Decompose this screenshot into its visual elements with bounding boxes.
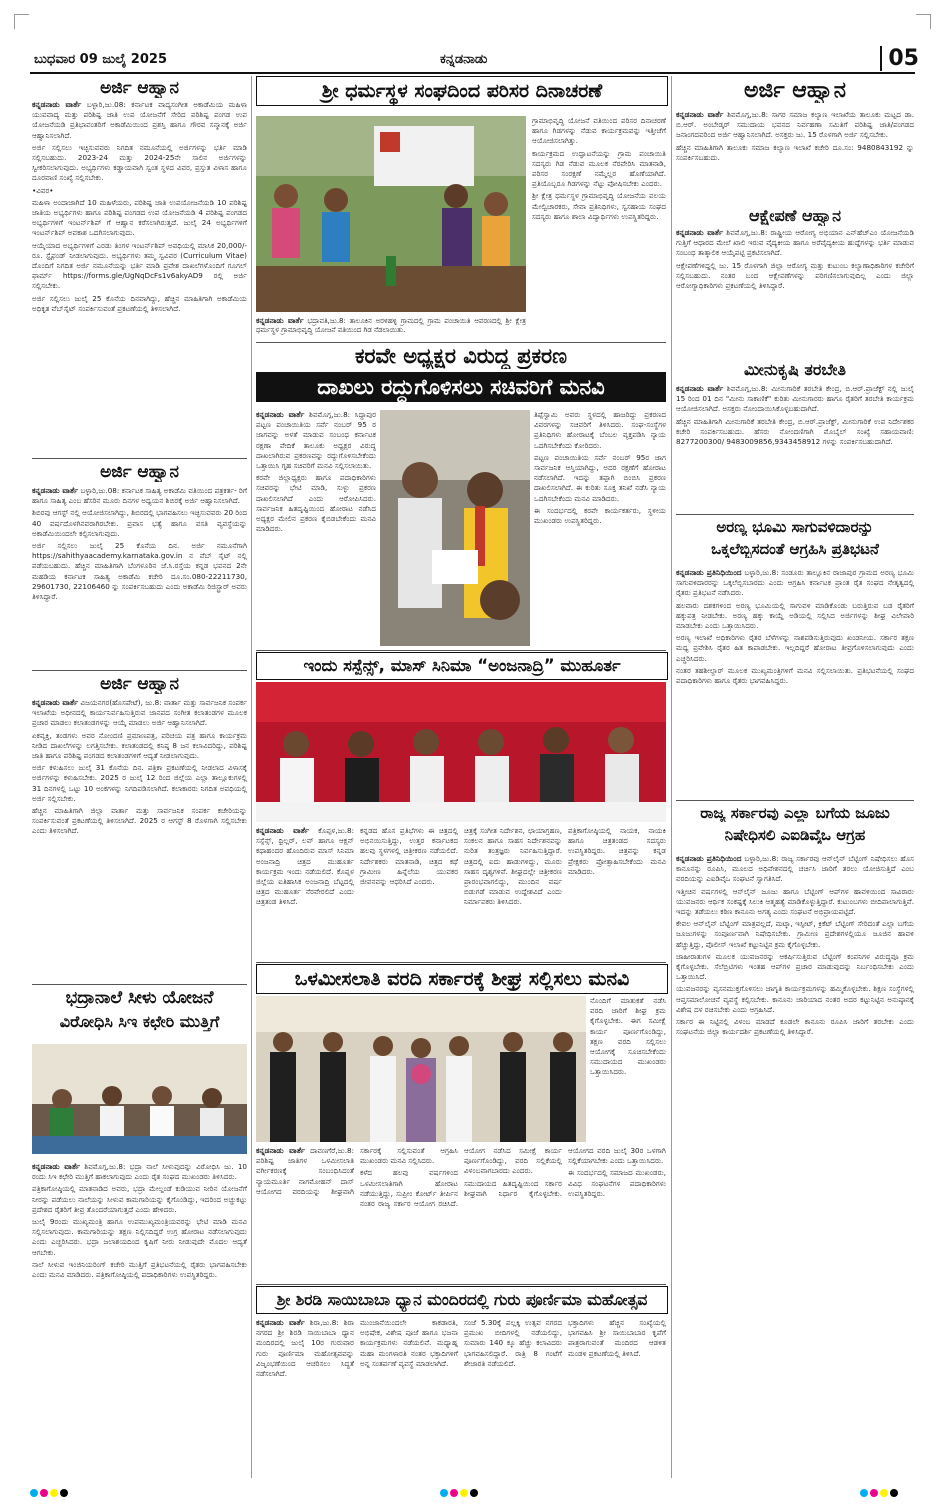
paper-name: ಕನ್ನಡನಾಡು	[440, 52, 488, 67]
issue-date: ಬುಧವಾರ 09 ಜುಲೈ 2025	[34, 52, 167, 67]
article-body: ಕನ್ನಡನಾಡು ವಾರ್ತೆ ಬಳ್ಳಾರಿ,ಜು.08: ಕರ್ನಾಟಕ ಸಾಹಿತ್ಯ ಅಕಾಡೆಮಿ ವತಿಯಿಂದ ಪತ್ರಕರ್ತ- ರಿಗೆ ಹಾಗೂ ಸಾಹಿತ್ಯ ಎಂಬ ಹೆಸರಿನ ಮೂರು ದಿನಗಳ ಅಧ್ಯಯನ ಶಿಬಿರಕ್ಕೆ ಅರ್ಜಿ ಆಹ್ವಾನಿಸಲಾಗಿದೆ. ಶಿಬಿರವು ಆಗಸ್ಟ್ ನಲ್ಲಿ ಆಯೋಜಿಸಲಾಗಿದ್ದು, ಶಿಬಿರದಲ್ಲಿ ಭಾಗವಹಿಸಲು ಇಚ್ಛಿಸುವವರು 20 ರಿಂದ 40 ವರ್ಷದೊಳಗಿನವರಾಗಿರಬೇಕು. ಪ್ರವಾಸ ಭತ್ಯೆ ಹಾಗೂ ವಸತಿ ವ್ಯವಸ್ಥೆಯನ್ನು ಅಕಾಡೆಮಿಯಿಂದಲೇ ಕಲ್ಪಿಸಲಾಗುವುದು. ಅರ್ಜಿ ಸಲ್ಲಿಸಲು ಜುಲೈ 25 ಕೊನೆಯ ದಿನ. ಅರ್ಜಿ ನಮೂನೆಗಾಗಿ https://sahithyaacademy.karnataka.gov.in ನ ವೆಬ್ ಸೈಟ್ ನಲ್ಲಿ ಪಡೆಯಬಹುದು. ಹೆಚ್ಚಿನ ಮಾಹಿತಿಗಾಗಿ ಬೆಂಗಳೂರಿನ ಜೆ.ಸಿ.ರಸ್ತೆಯ ಕನ್ನಡ ಭವನದ 2ನೇ ಮಹಡಿಯ ಕರ್ನಾಟಕ ಸಾಹಿತ್ಯ ಅಕಾಡೆಮಿ ಕಚೇರಿ ದೂ.ಸಂ.080-22211730, 29601730, 22106460 ನ್ನು ಸಂಪರ್ಕಿಸಬಹುದು ಎಂದು ಅಕಾಡೆಮಿ ರಿಜಿಸ್ಟ್ರಾರ್ ಅವರು ತಿಳಿಸಿದ್ದಾರೆ.	[32, 486, 247, 602]
byline: ಕನ್ನಡನಾಡು ಪ್ರತಿನಿಧಿಯಿಂದ	[676, 854, 742, 863]
byline: ಕನ್ನಡನಾಡು ವಾರ್ತೆ	[676, 110, 724, 119]
byline: ಕನ್ನಡನಾಡು ವಾರ್ತೆ	[256, 826, 309, 835]
byline: ಕನ್ನಡನಾಡು ವಾರ್ತೆ	[676, 228, 724, 237]
byline: ಕನ್ನಡನಾಡು ವಾರ್ತೆ	[676, 384, 724, 393]
article-body: ಕನ್ನಡನಾಡು ವಾರ್ತೆ ಶಿವಮೊಗ್ಗ,ಜು.8: ಮೀನುಗಾರಿಕೆ ತರಬೇತಿ ಕೇಂದ್ರ, ಬಿ.ಆರ್.ಪ್ರಾಜೆಕ್ಟ್ ನಲ್ಲಿ ಜುಲೈ 15 ರಿಂದ 01 ದಿನ "ಮೀನು ಸಾಕಾಣಿಕೆ" ಕುರಿತು ಮೀನುಗಾರರು ಹಾಗೂ ರೈತರಿಗೆ ತರಬೇತಿ ಕಾರ್ಯಕ್ರಮ ಆಯೋಜಿಸಲಾಗಿದೆ. ಅಸಕ್ತರು ನೋಂದಾಯಿಸಿಕೊಳ್ಳಬಹುದಾಗಿದೆ. ಹೆಚ್ಚಿನ ಮಾಹಿತಿಗಾಗಿ ಮೀನುಗಾರಿಕೆ ತರಬೇತಿ ಕೇಂದ್ರ, ಬಿ.ಆರ್.ಪ್ರಾಜೆಕ್ಟ್, ಮೀನುಗಾರಿಕೆ ಉಪ ನಿರ್ದೇಶಕರ ಕಚೇರಿ ಸಂಪರ್ಕಿಸಬಹುದು. ಹೆಸರು ನೋಂದಣಿಗಾಗಿ ಮೊಬೈಲ್ ಸಂಖ್ಯೆ ಸಹಾಯವಾಣಿ: 8277200300/ 9483009856,9343458912 ಗಳನ್ನು ಸಂಪರ್ಕಿಸಬಹುದಾಗಿದೆ.	[676, 384, 914, 447]
article-body: ಕನ್ನಡನಾಡು ವಾರ್ತೆ ಶಿವಮೊಗ್ಗ,ಜು.8: ಸಿದ್ದಾಪುರ ಪಟ್ಟಣ ಪಂಚಾಯಿತಿಯ ಸರ್ವೆ ನಂಬರ್ 95 ರ ಜಾಗವನ್ನು ಅಳತೆ ಮಾಡುವ ಸಂಬಂಧ ಕರ್ನಾಟಕ ರಕ್ಷಣಾ ವೇದಿಕೆ ತಾಲೂಕು ಅಧ್ಯಕ್ಷರ ವಿರುದ್ಧ ದಾಖಲಾಗಿರುವ ಪ್ರಕರಣವನ್ನು ರದ್ದುಗೊಳಿಸಬೇಕೆಂದು ಒತ್ತಾಯಿಸಿ ಗೃಹ ಸಚಿವರಿಗೆ ಮನವಿ ಸಲ್ಲಿಸಲಾಯಿತು. ಕರವೇ ಜಿಲ್ಲಾಧ್ಯಕ್ಷರು ಹಾಗೂ ಪದಾಧಿಕಾರಿಗಳು ಸಚಿವರನ್ನು ಭೇಟಿ ಮಾಡಿ, ಸುಳ್ಳು ಪ್ರಕರಣ ದಾಖಲಿಸಲಾಗಿದೆ ಎಂದು ಆರೋಪಿಸಿದರು. ಸಾರ್ವಜನಿಕ ಹಿತದೃಷ್ಟಿಯಿಂದ ಹೋರಾಟ ನಡೆಸಿದ ಅಧ್ಯಕ್ಷರ ಮೇಲಿನ ಪ್ರಕರಣ ಕೈಬಿಡಬೇಕೆಂದು ಮನವಿ ಮಾಡಿದರು.	[256, 410, 376, 534]
article-body: ಕನ್ನಡನಾಡು ವಾರ್ತೆ ಶಿವಮೊಗ್ಗ,ಜು.8: ಭದ್ರಾ ನಾಲೆ ಸೀಳುವುದನ್ನು ವಿರೋಧಿಸಿ ಜು. 10 ರಂದು ಸಿಇ ಕಛೇರಿ ಮುತ್ತಿಗೆ ಹಾಕಲಾಗುವುದು ಎಂದು ರೈತ ಸಂಘದ ಮುಖಂಡರು ತಿಳಿಸಿದರು. ಪತ್ರಿಕಾಗೋಷ್ಠಿಯಲ್ಲಿ ಮಾತನಾಡಿದ ಅವರು, ಭದ್ರಾ ಮೇಲ್ದಂಡೆ ಕುಡಿಯುವ ನೀರಿನ ಯೋಜನೆಗೆ ನೀರನ್ನು ಪಡೆಯಲು ನಾಲೆಯನ್ನು ಸೀಳುವ ಕಾಮಗಾರಿಯನ್ನು ಕೈಗೊಂಡಿದ್ದು, ಇದರಿಂದ ಅಚ್ಚುಕಟ್ಟು ಪ್ರದೇಶದ ರೈತರಿಗೆ ತೀವ್ರ ತೊಂದರೆಯಾಗುತ್ತದೆ ಎಂದು ಹೇಳಿದರು. ಜುಲೈ 9ರಂದು ಮುಖ್ಯಮಂತ್ರಿ ಹಾಗೂ ಉಪಮುಖ್ಯಮಂತ್ರಿಯವರನ್ನು ಭೇಟಿ ಮಾಡಿ ಮನವಿ ಸಲ್ಲಿಸಲಾಗುವುದು. ಕಾಮಗಾರಿಯನ್ನು ತಕ್ಷಣ ನಿಲ್ಲಿಸದಿದ್ದರೆ ಉಗ್ರ ಹೋರಾಟ ನಡೆಸಲಾಗುವುದು ಎಂದು ಎಚ್ಚರಿಸಿದರು. ಭದ್ರಾ ಜಲಾಶಯದಿಂದ ಕೃಷಿಗೆ ನೀರು ನೀಡುವುದೇ ಮೊದಲ ಆದ್ಯತೆ ಆಗಬೇಕು. ನಾಲೆ ಸೀಳುವ ಇಂಜಿನಿಯರಿಂಗ್ ಕಚೇರಿ ಮುತ್ತಿಗೆ ಪ್ರತಿಭಟನೆಯಲ್ಲಿ ರೈತರು ಭಾಗವಹಿಸಬೇಕು ಎಂದು ಮನವಿ ಮಾಡಿದರು. ಪತ್ರಿಕಾಗೋಷ್ಠಿಯಲ್ಲಿ ಪದಾಧಿಕಾರಿಗಳು ಉಪಸ್ಥಿತರಿದ್ದರು.	[32, 1162, 247, 1280]
article-body: ಕನ್ನಡನಾಡು ಪ್ರತಿನಿಧಿಯಿಂದ ಬಳ್ಳಾರಿ,ಜು.8: ರಾಜ್ಯ ಸರ್ಕಾರವು ಆನ್‌ಲೈನ್ ಬೆಟ್ಟಿಂಗ್ ನಿಷೇಧಿಸಲು ಹೊಸ ಕಾನೂನನ್ನು ರೂಪಿಸಿ, ಮೂಲದ ಅಧಿವೇಶನದಲ್ಲಿ ಚರ್ಚಿಸಿ ಜಾರಿಗೆ ತರಲು ಯೋಜಿಸುತ್ತಿದೆ ಎಂಬ ವರದಿಯನ್ನು ಎಐಡಿವೈಒ ಸಂಘಟನೆ ಸ್ವಾಗತಿಸಿದೆ. ಇತ್ತೀಚಿನ ವರ್ಷಗಳಲ್ಲಿ ಆನ್‌ಲೈನ್ ಜೂಜು ಹಾಗೂ ಬೆಟ್ಟಿಂಗ್ ಆಪ್‌ಗಳ ಹಾವಳಿಯಿಂದ ಸಾವಿರಾರು ಯುವಜನರು ಆರ್ಥಿಕ ಸಂಕಷ್ಟಕ್ಕೆ ಸಿಲುಕಿ ಆತ್ಮಹತ್ಯೆ ಮಾಡಿಕೊಳ್ಳುತ್ತಿದ್ದಾರೆ. ಕುಟುಂಬಗಳು ಬೀದಿಪಾಲಾಗುತ್ತಿವೆ. ಇದನ್ನು ತಡೆಯಲು ಕಠಿಣ ಕಾನೂನು ಅಗತ್ಯ ಎಂದು ಸಂಘಟನೆ ಅಭಿಪ್ರಾಯಪಟ್ಟಿದೆ. ಕೇವಲ ಆನ್‌ಲೈನ್ ಬೆಟ್ಟಿಂಗ್ ಮಾತ್ರವಲ್ಲದೆ, ಮಟ್ಕಾ, ಇಸ್ಪೀಟ್, ಕ್ರಿಕೆಟ್ ಬೆಟ್ಟಿಂಗ್ ಸೇರಿದಂತೆ ಎಲ್ಲಾ ಬಗೆಯ ಜೂಜುಗಳನ್ನು ಸಂಪೂರ್ಣವಾಗಿ ನಿಷೇಧಿಸಬೇಕು. ಗ್ರಾಮೀಣ ಪ್ರದೇಶಗಳಲ್ಲಿಯೂ ಜೂಜಿನ ಹಾವಳಿ ಹೆಚ್ಚುತ್ತಿದ್ದು, ಪೊಲೀಸ್ ಇಲಾಖೆ ಕಟ್ಟುನಿಟ್ಟಿನ ಕ್ರಮ ಕೈಗೊಳ್ಳಬೇಕು. ಜಾಹೀರಾತುಗಳ ಮೂಲಕ ಯುವಜನರನ್ನು ಆಕರ್ಷಿಸುತ್ತಿರುವ ಬೆಟ್ಟಿಂಗ್ ಕಂಪನಿಗಳ ವಿರುದ್ಧವೂ ಕ್ರಮ ಕೈಗೊಳ್ಳಬೇಕು. ಸೆಲೆಬ್ರಿಟಿಗಳು ಇಂತಹ ಆಪ್‌ಗಳ ಪ್ರಚಾರ ಮಾಡುವುದನ್ನು ನಿರ್ಬಂಧಿಸಬೇಕು ಎಂದು ಒತ್ತಾಯಿಸಿದೆ. ಯುವಜನರನ್ನು ವ್ಯಸನಮುಕ್ತಗೊಳಿಸಲು ಜಾಗೃತಿ ಕಾರ್ಯಕ್ರಮಗಳನ್ನು ಹಮ್ಮಿಕೊಳ್ಳಬೇಕು. ಶಿಕ್ಷಣ ಸಂಸ್ಥೆಗಳಲ್ಲಿ ಆಪ್ತಸಮಾಲೋಚನೆ ವ್ಯವಸ್ಥೆ ಕಲ್ಪಿಸಬೇಕು. ಕಾನೂನು ಜಾರಿಯಾದ ನಂತರ ಅದರ ಕಟ್ಟುನಿಟ್ಟಿನ ಅನುಷ್ಠಾನಕ್ಕೆ ವಿಶೇಷ ದಳ ರಚಿಸಬೇಕು ಎಂದು ಆಗ್ರಹಿಸಿದೆ. ಸರ್ಕಾರ ಈ ನಿಟ್ಟಿನಲ್ಲಿ ವಿಳಂಬ ಮಾಡದೆ ಕೂಡಲೇ ಕಾನೂನು ರೂಪಿಸಿ ಜಾರಿಗೆ ತರಬೇಕು ಎಂದು ಸಂಘಟನೆಯ ಜಿಲ್ಲಾ ಕಾರ್ಯದರ್ಶಿ ಪ್ರಕಟಣೆಯಲ್ಲಿ ತಿಳಿಸಿದ್ದಾರೆ.	[676, 854, 914, 1037]
headline: ಮೀನುಕೃಷಿ ತರಬೇತಿ	[743, 360, 847, 379]
section-rule	[32, 984, 247, 985]
article-body: ಕನ್ನಡನಾಡು ಪ್ರತಿನಿಧಿಯಿಂದ ಬಳ್ಳಾರಿ,ಜು.8: ಸಂಡೂರು ತಾಲ್ಲೂಕಿನ ರಾಜಾಪುರ ಗ್ರಾಮದ ಅರಣ್ಯ ಭೂಮಿ ಸಾಗುವಳಿದಾರರನ್ನು ಒಕ್ಕಲೆಬ್ಬಿಸಬಾರದು ಎಂದು ಆಗ್ರಹಿಸಿ ಕರ್ನಾಟಕ ಪ್ರಾಂತ ರೈತ ಸಂಘದ ನೇತೃತ್ವದಲ್ಲಿ ರೈತರು ಪ್ರತಿಭಟನೆ ನಡೆಸಿದರು. ಹಲವಾರು ದಶಕಗಳಿಂದ ಅರಣ್ಯ ಭೂಮಿಯಲ್ಲಿ ಸಾಗುವಳಿ ಮಾಡಿಕೊಂಡು ಬರುತ್ತಿರುವ ಬಡ ರೈತರಿಗೆ ಹಕ್ಕುಪತ್ರ ನೀಡಬೇಕು. ಅರಣ್ಯ ಹಕ್ಕು ಕಾಯ್ದೆ ಅಡಿಯಲ್ಲಿ ಸಲ್ಲಿಸಿದ ಅರ್ಜಿಗಳನ್ನು ಶೀಘ್ರ ವಿಲೇವಾರಿ ಮಾಡಬೇಕು ಎಂದು ಒತ್ತಾಯಿಸಿದರು. ಅರಣ್ಯ ಇಲಾಖೆ ಅಧಿಕಾರಿಗಳು ರೈತರ ಬೆಳೆಗಳನ್ನು ನಾಶಪಡಿಸುತ್ತಿರುವುದು ಖಂಡನೀಯ. ಸರ್ಕಾರ ತಕ್ಷಣ ಮಧ್ಯ ಪ್ರವೇಶಿಸಿ ರೈತರ ಹಿತ ಕಾಪಾಡಬೇಕು. ಇಲ್ಲದಿದ್ದರೆ ಹೋರಾಟ ತೀವ್ರಗೊಳಿಸಲಾಗುವುದು ಎಂದು ಎಚ್ಚರಿಸಿದರು. ನಂತರ ತಹಶೀಲ್ದಾರ್ ಮೂಲಕ ಮುಖ್ಯಮಂತ್ರಿಗಳಿಗೆ ಮನವಿ ಸಲ್ಲಿಸಲಾಯಿತು. ಪ್ರತಿಭಟನೆಯಲ್ಲಿ ಸಂಘದ ಪದಾಧಿಕಾರಿಗಳು ಹಾಗೂ ರೈತರು ಭಾಗವಹಿಸಿದ್ದರು.	[676, 568, 914, 686]
headline: ವಿರೋಧಿಸಿ ಸಿಇ ಕಛೇರಿ ಮುತ್ತಿಗೆ	[59, 1012, 220, 1031]
article-body: ಕನ್ನಡನಾಡು ವಾರ್ತೆ ವಿಜಯನಗರ(ಹೊಸಪೇಟೆ), ಜು.8: ವಾರ್ತಾ ಮತ್ತು ಸಾರ್ವಜನಿಕ ಸಂಪರ್ಕ ಇಲಾಖೆಯ ಅಧೀನದಲ್ಲಿ ಕಾರ್ಯನಿರ್ವಹಿಸುತ್ತಿರುವ ಜಾನಪದ ಸಂಗೀತ ಕಲಾತಂಡಗಳ ಮೂಲಕ ಪ್ರಚಾರ ಮಾಡಲು ಕಲಾತಂಡಗಳನ್ನು ಆಯ್ಕೆ ಮಾಡಲು ಅರ್ಜಿ ಆಹ್ವಾನಿಸಲಾಗಿದೆ. ಏಕವ್ಯಕ್ತಿ, ತಂಡಗಳು ಅವರ ನೋಂದಣಿ ಪ್ರಮಾಣಪತ್ರ, ಪರಿಚಯ ಪತ್ರ ಹಾಗೂ ಕಾರ್ಯಕ್ರಮ ನೀಡಿದ ದಾಖಲೆಗಳನ್ನು ಲಗತ್ತಿಸಬೇಕು. ಕಲಾತಂಡದಲ್ಲಿ ಕನಿಷ್ಠ 8 ಜನ ಕಲಾವಿದರಿದ್ದು, ಪರಿಶಿಷ್ಟ ಜಾತಿ ಹಾಗೂ ಪರಿಶಿಷ್ಟ ಪಂಗಡದ ಕಲಾತಂಡಗಳಿಗೆ ಆದ್ಯತೆ ನೀಡಲಾಗುವುದು. ಅರ್ಜಿ ಕಳುಹಿಸಲು ಜುಲೈ 31 ಕೊನೆಯ ದಿನ. ಪತ್ರಿಕಾ ಪ್ರಕಟಣೆಯಲ್ಲಿ ನೀಡಲಾದ ವಿಳಾಸಕ್ಕೆ ಅರ್ಜಿಗಳನ್ನು ಕಳುಹಿಸಬೇಕು. 2025 ರ ಜುಲೈ 12 ರಿಂದ ಜಿಲ್ಲೆಯ ಎಲ್ಲಾ ತಾಲ್ಲೂಕುಗಳಲ್ಲಿ 31 ದಿನಗಳಲ್ಲಿ ಒಟ್ಟು 10 ಅಂಕಗಳನ್ನು ನಿಗದಿಪಡಿಸಲಾಗಿದೆ. ಕಲಾಕಾರರು ನಿಗದಿತ ಅವಧಿಯಲ್ಲಿ ಅರ್ಜಿ ಸಲ್ಲಿಸಬೇಕು. ಹೆಚ್ಚಿನ ಮಾಹಿತಿಗಾಗಿ ಜಿಲ್ಲಾ ವಾರ್ತಾ ಮತ್ತು ಸಾರ್ವಜನಿಕ ಸಂಪರ್ಕ ಕಚೇರಿಯನ್ನು ಸಂಪರ್ಕಿಸುವಂತೆ ಪ್ರಕಟಣೆಯಲ್ಲಿ ತಿಳಿಸಲಾಗಿದೆ. 2025 ರ ಆಗಸ್ಟ್ 8 ರೊಳಗಾಗಿ ಸಲ್ಲಿಸಬೇಕು ಎಂದು ತಿಳಿಸಲಾಗಿದೆ.	[32, 698, 247, 836]
photo-caption: ಕನ್ನಡನಾಡು ವಾರ್ತೆ ಭದ್ರಾವತಿ,ಜು.8: ತಾಲೂಕಿನ ಅರಳಿಹಳ್ಳಿ ಗ್ರಾಮದಲ್ಲಿ ಗ್ರಾಮ ಪಂಚಾಯಿತಿ ಆವರಣದಲ್ಲಿ ಶ್ರೀ ಕ್ಷೇತ್ರ ಧರ್ಮಸ್ಥಳ ಗ್ರಾಮಾಭಿವೃದ್ಧಿ ಯೋಜನೆ ವತಿಯಿಂದ ಗಿಡ ನೆಡಲಾಯಿತು.	[256, 316, 526, 334]
registration-dots	[440, 1482, 520, 1492]
column-divider	[251, 76, 252, 1478]
headline: ಅರ್ಜಿ ಆಹ್ವಾನ	[100, 78, 179, 98]
byline: ಕನ್ನಡನಾಡು ವಾರ್ತೆ	[32, 100, 82, 109]
article-body: ಕನ್ನಡನಾಡು ವಾರ್ತೆ ಬಳ್ಳಾರಿ,ಜು.08: ಕರ್ನಾಟಕ ವಾದ್ಯಸಂಗೀತ ಅಕಾಡೆಮಿಯ ಮಹಿಳಾ ಯುವವಾದ್ಯ ಮತ್ತು ಪರಿಶಿಷ್ಟ ಜಾತಿ ಉಪ ಯೋಜನೆಗೆ ಸೇರಿದ ಪರಿಶಿಷ್ಟ ಪಂಗಡ ಉಪ ಯೋಜನೆಯಡಿ ಪ್ರತಿಭಾವಂತರಿಗೆ ಅಕಾಡೆಮಿಯಿಂದ ಪ್ರಶಸ್ತಿ ಹಾಗೂ ಗೌರವ ಸನ್ಮಾನಕ್ಕೆ ಅರ್ಜಿ ಆಹ್ವಾನಿಸಲಾಗಿದೆ. ಅರ್ಜಿ ಸಲ್ಲಿಸಲು ಇಚ್ಛಿಸುವವರು ನಿಗದಿತ ನಮೂನೆಯಲ್ಲಿ ಅರ್ಜಿಗಳನ್ನು ಭರ್ತಿ ಮಾಡಿ ಸಲ್ಲಿಸಬಹುದು. 2023-24 ಮತ್ತು 2024-25ನೇ ಸಾಲಿನ ಅರ್ಜಿಗಳನ್ನು ಸ್ವೀಕರಿಸಲಾಗುವುದು. ಅಭ್ಯರ್ಥಿಗಳು ಕಡ್ಡಾಯವಾಗಿ ಸ್ವಂತ ಸ್ಥಳದ ವಿವರ, ಪ್ರಸ್ತುತ ವಿಳಾಸ ಹಾಗೂ ದೂರವಾಣಿ ಸಂಖ್ಯೆ ಸಲ್ಲಿಸಬೇಕು. •ವಿವರ• ಮಹಿಳಾ ಅಂದಾಜಾಗಿದೆ 10 ಮಹಿಳೆಯರು, ಪರಿಶಿಷ್ಟ ಜಾತಿ ಉಪಯೋಜನೆಯಡಿ 10 ಪರಿಶಿಷ್ಟ ಜಾತಿಯ ಅಭ್ಯರ್ಥಿಗಳು ಹಾಗೂ ಪರಿಶಿಷ್ಟ ಪಂಗಡದ ಉಪ ಯೋಜನೆಯಡಿ 4 ಪರಿಶಿಷ್ಟ ಪಂಗಡದ ಅಭ್ಯರ್ಥಿಗಳಿಗೆ ಇಂಟರ್ನ್‌ಶಿಪ್ ಗೆ ಆಹ್ವಾನ ಕರೆಸಲಾಗಿರುತ್ತದೆ. ಜುಲೈ 24 ಅಭ್ಯರ್ಥಿಗಳಿಗೆ ಇಂಟರ್ನ್‌ಶಿಪ್ ಅವಕಾಶ ಒದಗಿಸಲಾಗುವುದು. ಆಯ್ಕೆಯಾದ ಅಭ್ಯರ್ಥಿಗಳಿಗೆ ಎರಡು ತಿಂಗಳ ಇಂಟರ್ನ್‌ಶಿಪ್ ಅವಧಿಯಲ್ಲಿ ಮಾಸಿಕ 20,000/- ರೂ. ಸ್ಟೈಫಂಡ್ ನೀಡಲಾಗುವುದು. ಅಭ್ಯರ್ಥಿಗಳು ತಮ್ಮ ಸ್ವವಿವರ (Curriculum Vitae) ದೊಂದಿಗೆ ನಿಗದಿತ ಅರ್ಜಿ ನಮೂನೆಯನ್ನು ಭರ್ತಿ ಮಾಡಿ ಪ್ರವೇಶ ದಾಖಲೆಗಳೊಂದಿಗೆ ಗೂಗಲ್ ಫಾರ್ಮ್ https://forms.gle/UgNqDcFs1v6akyAD9 ರಲ್ಲಿ ಅರ್ಜಿ ಸಲ್ಲಿಸಬೇಕು. ಅರ್ಜಿ ಸಲ್ಲಿಸಲು ಜುಲೈ 25 ಕೊನೆಯ ದಿನವಾಗಿದ್ದು, ಹೆಚ್ಚಿನ ಮಾಹಿತಿಗಾಗಿ ಅಕಾಡೆಮಿಯ ಅಧಿಕೃತ ವೆಬ್‌ಸೈಟ್ ಸಂಪರ್ಕಿಸುವಂತೆ ಪ್ರಕಟಣೆಯಲ್ಲಿ ತಿಳಿಸಲಾಗಿದೆ.	[32, 100, 247, 313]
article-body: ಗ್ರಾಮಾಭಿವೃದ್ಧಿ ಯೋಜನೆ ವತಿಯಿಂದ ಪರಿಸರ ದಿನಾಚರಣೆ ಹಾಗೂ ಗಿಡಗಳನ್ನು ನೆಡುವ ಕಾರ್ಯಕ್ರಮವನ್ನು ಇತ್ತೀಚೆಗೆ ಆಯೋಜಿಸಲಾಗಿತ್ತು. ಕಾರ್ಯಕ್ರಮದ ಉದ್ಘಾಟನೆಯನ್ನು ಗ್ರಾಮ ಪಂಚಾಯಿತಿ ಸದಸ್ಯರು ಗಿಡ ನೆಡುವ ಮೂಲಕ ನೆರವೇರಿಸಿ ಮಾತನಾಡಿ, ಪರಿಸರ ಸಂರಕ್ಷಣೆ ನಮ್ಮೆಲ್ಲರ ಹೊಣೆಯಾಗಿದೆ. ಪ್ರತಿಯೊಬ್ಬರೂ ಗಿಡಗಳನ್ನು ನೆಟ್ಟು ಪೋಷಿಸಬೇಕು ಎಂದರು. ಶ್ರೀ ಕ್ಷೇತ್ರ ಧರ್ಮಸ್ಥಳ ಗ್ರಾಮಾಭಿವೃದ್ಧಿ ಯೋಜನೆಯ ವಲಯ ಮೇಲ್ವಿಚಾರಕರು, ಸೇವಾ ಪ್ರತಿನಿಧಿಗಳು, ಸ್ವಸಹಾಯ ಸಂಘದ ಸದಸ್ಯರು ಹಾಗೂ ಶಾಲಾ ವಿದ್ಯಾರ್ಥಿಗಳು ಉಪಸ್ಥಿತರಿದ್ದರು.	[532, 116, 666, 221]
delegation-photo	[256, 996, 586, 1142]
press-meet-photo	[32, 1044, 247, 1154]
headline: ಭದ್ರಾನಾಲೆ ಸೀಳು ಯೋಜನೆ	[65, 988, 214, 1008]
headline: ನಿಷೇಧಿಸಲಿ ಎಐಡಿವೈಒ ಆಗ್ರಹ	[724, 826, 866, 844]
headline: ರಾಜ್ಯ ಸರ್ಕಾರವು ಎಲ್ಲಾ ಬಗೆಯ ಜೂಜು	[700, 804, 890, 822]
article-body: ಕನ್ನಡನಾಡು ವಾರ್ತೆ ಶಿರಾ,ಜು.8: ಶಿರಾ ನಗರದ ಶ್ರೀ ಶಿರಡಿ ಸಾಯಿಬಾಬಾ ಧ್ಯಾನ ಮಂದಿರದಲ್ಲಿ ಜುಲೈ 10ರ ಗುರುವಾರ ಗುರು ಪೂರ್ಣಿಮಾ ಮಹೋತ್ಸವವನ್ನು ವಿಜೃಂಭಣೆಯಿಂದ ಆಚರಿಸಲು ಸಿದ್ಧತೆ ನಡೆಸಲಾಗಿದೆ. ಮುಂಜಾನೆಯಿಂದಲೇ ಕಾಕಡಾರತಿ, ಅಭಿಷೇಕ, ವಿಶೇಷ ಪೂಜೆ ಹಾಗೂ ಭಜನಾ ಕಾರ್ಯಕ್ರಮಗಳು ನಡೆಯಲಿವೆ. ಮಧ್ಯಾಹ್ನ ಮಹಾ ಮಂಗಳಾರತಿ ನಂತರ ಭಕ್ತಾದಿಗಳಿಗೆ ಅನ್ನ ಸಂತರ್ಪಣೆ ವ್ಯವಸ್ಥೆ ಮಾಡಲಾಗಿದೆ. ಸಂಜೆ 5.30ಕ್ಕೆ ಪಲ್ಲಕ್ಕಿ ಉತ್ಸವ ನಗರದ ಪ್ರಮುಖ ಬೀದಿಗಳಲ್ಲಿ ನಡೆಯಲಿದ್ದು, ಸುಮಾರು 140 ಕ್ಕೂ ಹೆಚ್ಚು ಕಲಾವಿದರು ಭಾಗವಹಿಸಲಿದ್ದಾರೆ. ರಾತ್ರಿ 8 ಗಂಟೆಗೆ ಶೇಜಾರತಿ ನಡೆಯಲಿದೆ. ಭಕ್ತಾದಿಗಳು ಹೆಚ್ಚಿನ ಸಂಖ್ಯೆಯಲ್ಲಿ ಭಾಗವಹಿಸಿ ಶ್ರೀ ಸಾಯಿಬಾಬಾರ ಕೃಪೆಗೆ ಪಾತ್ರರಾಗುವಂತೆ ಮಂದಿರದ ಆಡಳಿತ ಮಂಡಳಿ ಪ್ರಕಟಣೆಯಲ್ಲಿ ತಿಳಿಸಿದೆ.	[256, 1318, 666, 1379]
headline: ದಾಖಲು ರದ್ದುಗೊಳಿಸಲು ಸಚಿವರಿಗೆ ಮನವಿ	[256, 372, 666, 402]
article-body: ಕನ್ನಡನಾಡು ವಾರ್ತೆ ಶಿವಮೊಗ್ಗ,ಜು.8: ರಾಷ್ಟ್ರೀಯ ಆರೋಗ್ಯ ಅಭಿಯಾನ ಎನ್‌ಹೆಚ್‌ಎಂ ಯೋಜನೆಯಡಿ ಗುತ್ತಿಗೆ ಆಧಾರದ ಮೇಲೆ ಖಾಲಿ ಇರುವ ವೈದ್ಯಕೀಯ ಹಾಗೂ ಅರೆವೈದ್ಯಕೀಯ ಹುದ್ದೆಗಳನ್ನು ಭರ್ತಿ ಮಾಡುವ ಸಂಬಂಧ ತಾತ್ಕಾಲಿಕ ಆಯ್ಕೆಪಟ್ಟಿ ಪ್ರಕಟಿಸಲಾಗಿದೆ. ಆಕ್ಷೇಪಣೆಗಳಿದ್ದಲ್ಲಿ ಜು. 15 ರೊಳಗಾಗಿ ಜಿಲ್ಲಾ ಆರೋಗ್ಯ ಮತ್ತು ಕುಟುಂಬ ಕಲ್ಯಾಣಾಧಿಕಾರಿಗಳ ಕಚೇರಿಗೆ ಸಲ್ಲಿಸಬಹುದು. ನಂತರ ಬಂದ ಆಕ್ಷೇಪಣೆಗಳನ್ನು ಪರಿಗಣಿಸಲಾಗುವುದಿಲ್ಲ ಎಂದು ಜಿಲ್ಲಾ ಆರೋಗ್ಯಾಧಿಕಾರಿಗಳು ಪ್ರಕಟಣೆಯಲ್ಲಿ ತಿಳಿಸಿದ್ದಾರೆ.	[676, 228, 914, 291]
byline: ಕನ್ನಡನಾಡು ವಾರ್ತೆ	[256, 1146, 305, 1155]
headline: ಶ್ರೀ ಶಿರಡಿ ಸಾಯಿಬಾಬಾ ಧ್ಯಾನ ಮಂದಿರದಲ್ಲಿ ಗುರು ಪೂರ್ಣಿಮಾ ಮಹೋತ್ಸವ	[256, 1286, 668, 1314]
masthead	[30, 46, 919, 74]
memorandum-photo	[380, 410, 530, 646]
page-number: 05	[880, 46, 919, 71]
byline: ಕನ್ನಡನಾಡು ವಾರ್ತೆ	[256, 1318, 305, 1327]
section-rule	[256, 1284, 666, 1285]
article-body: ಕನ್ನಡನಾಡು ವಾರ್ತೆ ಕೊಪ್ಪಳ,ಜು.8: ಸಸ್ಪೆನ್ಸ್, ಥ್ರಿಲ್ಲರ್, ಲವ್ ಹಾಗೂ ಆಕ್ಷನ್ ಕಥಾಹಂದರ ಹೊಂದಿರುವ ಮಾಸ್ ಸಿನಿಮಾ ಅಂಜನಾದ್ರಿ ಚಿತ್ರದ ಮುಹೂರ್ತ ಕಾರ್ಯಕ್ರಮ ಇಂದು ನಡೆಯಲಿದೆ. ಕೊಪ್ಪಳ ಜಿಲ್ಲೆಯ ಐತಿಹಾಸಿಕ ಅಂಜನಾದ್ರಿ ಬೆಟ್ಟದಲ್ಲಿ ಚಿತ್ರದ ಮುಹೂರ್ತ ನೆರವೇರಲಿದೆ ಎಂದು ಚಿತ್ರತಂಡ ತಿಳಿಸಿದೆ. ಕನ್ನಡದ ಹೊಸ ಪ್ರತಿಭೆಗಳು ಈ ಚಿತ್ರದಲ್ಲಿ ಅಭಿನಯಿಸುತ್ತಿದ್ದು, ಉತ್ತರ ಕರ್ನಾಟಕದ ಹಲವು ಸ್ಥಳಗಳಲ್ಲಿ ಚಿತ್ರೀಕರಣ ನಡೆಯಲಿದೆ. ನಿರ್ದೇಶಕರು ಮಾತನಾಡಿ, ಚಿತ್ರದ ಕಥೆ ಗ್ರಾಮೀಣ ಹಿನ್ನೆಲೆಯ ಯುವಕರ ಜೀವನವನ್ನು ಆಧರಿಸಿದೆ ಎಂದರು. ಚಿತ್ರಕ್ಕೆ ಸಂಗೀತ ನಿರ್ದೇಶನ, ಛಾಯಾಗ್ರಹಣ, ಸಂಕಲನ ಹಾಗೂ ಸಾಹಸ ನಿರ್ದೇಶನವನ್ನು ನುರಿತ ತಂತ್ರಜ್ಞರು ನಿರ್ವಹಿಸುತ್ತಿದ್ದಾರೆ. ಚಿತ್ರದಲ್ಲಿ ಐದು ಹಾಡುಗಳಿದ್ದು, ಮೂರು ಸಾಹಸ ದೃಶ್ಯಗಳಿವೆ. ಶೀಘ್ರದಲ್ಲೇ ಚಿತ್ರೀಕರಣ ಪ್ರಾರಂಭವಾಗಲಿದ್ದು, ಮುಂದಿನ ವರ್ಷ ಬಿಡುಗಡೆ ಮಾಡುವ ಉದ್ದೇಶವಿದೆ ಎಂದು ನಿರ್ಮಾಪಕರು ತಿಳಿಸಿದರು. ಪತ್ರಿಕಾಗೋಷ್ಠಿಯಲ್ಲಿ ನಾಯಕ, ನಾಯಕಿ ಹಾಗೂ ಚಿತ್ರತಂಡದ ಸದಸ್ಯರು ಉಪಸ್ಥಿತರಿದ್ದರು. ಚಿತ್ರವನ್ನು ಕನ್ನಡ ಪ್ರೇಕ್ಷಕರು ಪ್ರೋತ್ಸಾಹಿಸಬೇಕೆಂದು ಮನವಿ ಮಾಡಿದರು.	[256, 826, 666, 907]
byline: ಕನ್ನಡನಾಡು ವಾರ್ತೆ	[32, 698, 79, 707]
section-rule	[676, 800, 914, 801]
tree-planting-photo	[256, 116, 526, 312]
crop-mark	[14, 14, 29, 29]
article-body: ಕನ್ನಡನಾಡು ವಾರ್ತೆ ಶಿವಮೊಗ್ಗ,ಜು.8: ಸಾಗರ ಸಮಾಜ ಕಲ್ಯಾಣ ಇಲಾಖೆಯ ತಾಲೂಕು ಮಟ್ಟದ ಡಾ. ಬಿ.ಆರ್. ಅಂಬೇಡ್ಕರ್ ಸಮುದಾಯ ಭವನದ ನಿರ್ವಹಣಾ ಸಮಿತಿಗೆ ಪರಿಶಿಷ್ಟ ಜಾತಿ/ಪಂಗಡದ ಜನಾಂಗದವರಿಂದ ಅರ್ಜಿ ಆಹ್ವಾನಿಸಲಾಗಿದೆ. ಅಸಕ್ತರು ಜು. 15 ರೊಳಗಾಗಿ ಅರ್ಜಿ ಸಲ್ಲಿಸಬೇಕು. ಹೆಚ್ಚಿನ ಮಾಹಿತಿಗಾಗಿ ತಾಲೂಕು ಸಮಾಜ ಕಲ್ಯಾಣ ಇಲಾಖೆ ಕಚೇರಿ ದೂ.ಸಂ: 9480843192 ನ್ನು ಸಂಪರ್ಕಿಸಬಹುದು.	[676, 110, 914, 162]
headline: ಕರವೇ ಅಧ್ಯಕ್ಷರ ವಿರುದ್ಧ ಪ್ರಕರಣ	[354, 344, 568, 368]
section-rule	[32, 458, 247, 459]
section-rule	[256, 962, 666, 963]
headline: ಒಳಮೀಸಲಾತಿ ವರದಿ ಸರ್ಕಾರಕ್ಕೆ ಶೀಘ್ರ ಸಲ್ಲಿಸಲು ಮನವಿ	[256, 964, 668, 994]
byline: ಕನ್ನಡನಾಡು ವಾರ್ತೆ	[256, 410, 305, 419]
headline: ಶ್ರೀ ಧರ್ಮಸ್ಥಳ ಸಂಘದಿಂದ ಪರಿಸರ ದಿನಾಚರಣೆ	[256, 76, 668, 106]
headline: ಒಕ್ಕಲೆಬ್ಬಿಸದಂತೆ ಆಗ್ರಹಿಸಿ ಪ್ರತಿಭಟನೆ	[711, 540, 879, 558]
website-link: https://sahithyaacademy.karnataka.gov.in	[32, 551, 183, 561]
column-divider	[671, 76, 672, 1478]
headline: ಅರ್ಜಿ ಆಹ್ವಾನ	[743, 78, 847, 103]
helpline-number: ಸಹಾಯವಾಣಿ: 8277200300/ 9483009856,9343458912	[676, 426, 914, 447]
form-link: https://forms.gle/UgNqDcFs1v6akyAD9	[62, 271, 203, 281]
byline: ಕನ್ನಡನಾಡು ವಾರ್ತೆ	[32, 1162, 81, 1171]
film-launch-photo	[256, 682, 666, 822]
section-rule	[256, 342, 666, 343]
headline: ಅರ್ಜಿ ಆಹ್ವಾನ	[100, 674, 179, 694]
section-rule	[256, 650, 666, 651]
crop-mark	[916, 14, 931, 29]
byline: ಕನ್ನಡನಾಡು ವಾರ್ತೆ	[32, 486, 79, 495]
article-body: ತಿಪ್ಪೆಸ್ವಾಮಿ ಅವರು ಸ್ಥಳದಲ್ಲಿ ಹಾಜರಿದ್ದು ಪ್ರಕರಣದ ವಿವರಗಳನ್ನು ಸಚಿವರಿಗೆ ತಿಳಿಸಿದರು. ಸಂಘ-ಸಂಸ್ಥೆಗಳ ಪ್ರತಿನಿಧಿಗಳು ಹೋರಾಟಕ್ಕೆ ಬೆಂಬಲ ವ್ಯಕ್ತಪಡಿಸಿ ನ್ಯಾಯ ಒದಗಿಸಬೇಕೆಂದು ಕೋರಿದರು. ಪಟ್ಟಣ ಪಂಚಾಯಿತಿಯ ಸರ್ವೆ ನಂಬರ್ 95ರ ಜಾಗ ಸಾರ್ವಜನಿಕ ಆಸ್ತಿಯಾಗಿದ್ದು, ಅದರ ರಕ್ಷಣೆಗೆ ಹೋರಾಟ ನಡೆಸಲಾಗಿದೆ. ಇದನ್ನು ತಪ್ಪಾಗಿ ಬಿಂಬಿಸಿ ಪ್ರಕರಣ ದಾಖಲಿಸಲಾಗಿದೆ. ಈ ಕುರಿತು ಸೂಕ್ತ ತನಿಖೆ ನಡೆಸಿ ನ್ಯಾಯ ಒದಗಿಸಬೇಕೆಂದು ಮನವಿ ಮಾಡಿದರು. ಈ ಸಂದರ್ಭದಲ್ಲಿ ಕರವೇ ಕಾರ್ಯಕರ್ತರು, ಸ್ಥಳೀಯ ಮುಖಂಡರು ಉಪಸ್ಥಿತರಿದ್ದರು.	[534, 410, 666, 526]
registration-dots	[860, 1482, 940, 1492]
article-body: ಕನ್ನಡನಾಡು ವಾರ್ತೆ ದಾವಣಗೆರೆ,ಜು.8: ಪರಿಶಿಷ್ಟ ಜಾತಿಗಳ ಒಳಮೀಸಲಾತಿ ವರ್ಗೀಕರಣಕ್ಕೆ ಸಂಬಂಧಿಸಿದಂತೆ ನ್ಯಾಯಮೂರ್ತಿ ನಾಗಮೋಹನ್ ದಾಸ್ ಆಯೋಗದ ವರದಿಯನ್ನು ಶೀಘ್ರವಾಗಿ ಸರ್ಕಾರಕ್ಕೆ ಸಲ್ಲಿಸುವಂತೆ ಆಗ್ರಹಿಸಿ ಮುಖಂಡರು ಮನವಿ ಸಲ್ಲಿಸಿದರು. ಕಳೆದ ಹಲವು ವರ್ಷಗಳಿಂದ ಒಳಮೀಸಲಾತಿಗಾಗಿ ಹೋರಾಟ ನಡೆಯುತ್ತಿದ್ದು, ಸುಪ್ರೀಂ ಕೋರ್ಟ್ ತೀರ್ಪಿನ ನಂತರ ರಾಜ್ಯ ಸರ್ಕಾರ ಆಯೋಗ ರಚಿಸಿದೆ. ಆಯೋಗ ನಡೆಸಿದ ಸಮೀಕ್ಷೆ ಕಾರ್ಯ ಪೂರ್ಣಗೊಂಡಿದ್ದು, ವರದಿ ಸಲ್ಲಿಕೆಯಲ್ಲಿ ವಿಳಂಬವಾಗಬಾರದು ಎಂದರು. ಸಮುದಾಯದ ಹಿತದೃಷ್ಟಿಯಿಂದ ಸರ್ಕಾರ ಶೀಘ್ರವಾಗಿ ನಿರ್ಧಾರ ಕೈಗೊಳ್ಳಬೇಕು. ಆಯೋಗದ ವರದಿ ಜುಲೈ 30ರ ಒಳಗಾಗಿ ಸಲ್ಲಿಕೆಯಾಗಬೇಕು ಎಂದು ಒತ್ತಾಯಿಸಿದರು. ಈ ಸಂದರ್ಭದಲ್ಲಿ ಸಮಾಜದ ಮುಖಂಡರು, ವಿವಿಧ ಸಂಘಟನೆಗಳ ಪದಾಧಿಕಾರಿಗಳು ಉಪಸ್ಥಿತರಿದ್ದರು.	[256, 1146, 666, 1209]
registration-dots	[30, 1482, 110, 1492]
headline: ಆಕ್ಷೇಪಣೆ ಆಹ್ವಾನ	[748, 206, 842, 225]
section-rule	[32, 670, 247, 671]
headline: ಇಂದು ಸಸ್ಪೆನ್ಸ್, ಮಾಸ್ ಸಿನಿಮಾ “ಅಂಜನಾದ್ರಿ” ಮುಹೂರ್ತ	[256, 652, 668, 680]
headline: ಅರ್ಜಿ ಆಹ್ವಾನ	[100, 462, 179, 482]
article-body: ನೊಂದಿಗೆ ಮಾತುಕತೆ ನಡೆಸಿ ವರದಿ ಜಾರಿಗೆ ಶೀಘ್ರ ಕ್ರಮ ಕೈಗೊಳ್ಳಬೇಕು. ಈಗ ಸಮೀಕ್ಷೆ ಕಾರ್ಯ ಪೂರ್ಣಗೊಂಡಿದ್ದು, ತಕ್ಷಣ ವರದಿ ಸಲ್ಲಿಸಲು ಆಯೋಗಕ್ಕೆ ಸೂಚಿಸಬೇಕೆಂದು ಸಮುದಾಯದ ಮುಖಂಡರು ಒತ್ತಾಯಿಸಿದರು.	[590, 996, 666, 1077]
headline: ಅರಣ್ಯ ಭೂಮಿ ಸಾಗುವಳಿದಾರನ್ನು	[716, 518, 874, 536]
byline: ಕನ್ನಡನಾಡು ಪ್ರತಿನಿಧಿಯಿಂದ	[676, 568, 742, 577]
section-rule	[676, 514, 914, 515]
